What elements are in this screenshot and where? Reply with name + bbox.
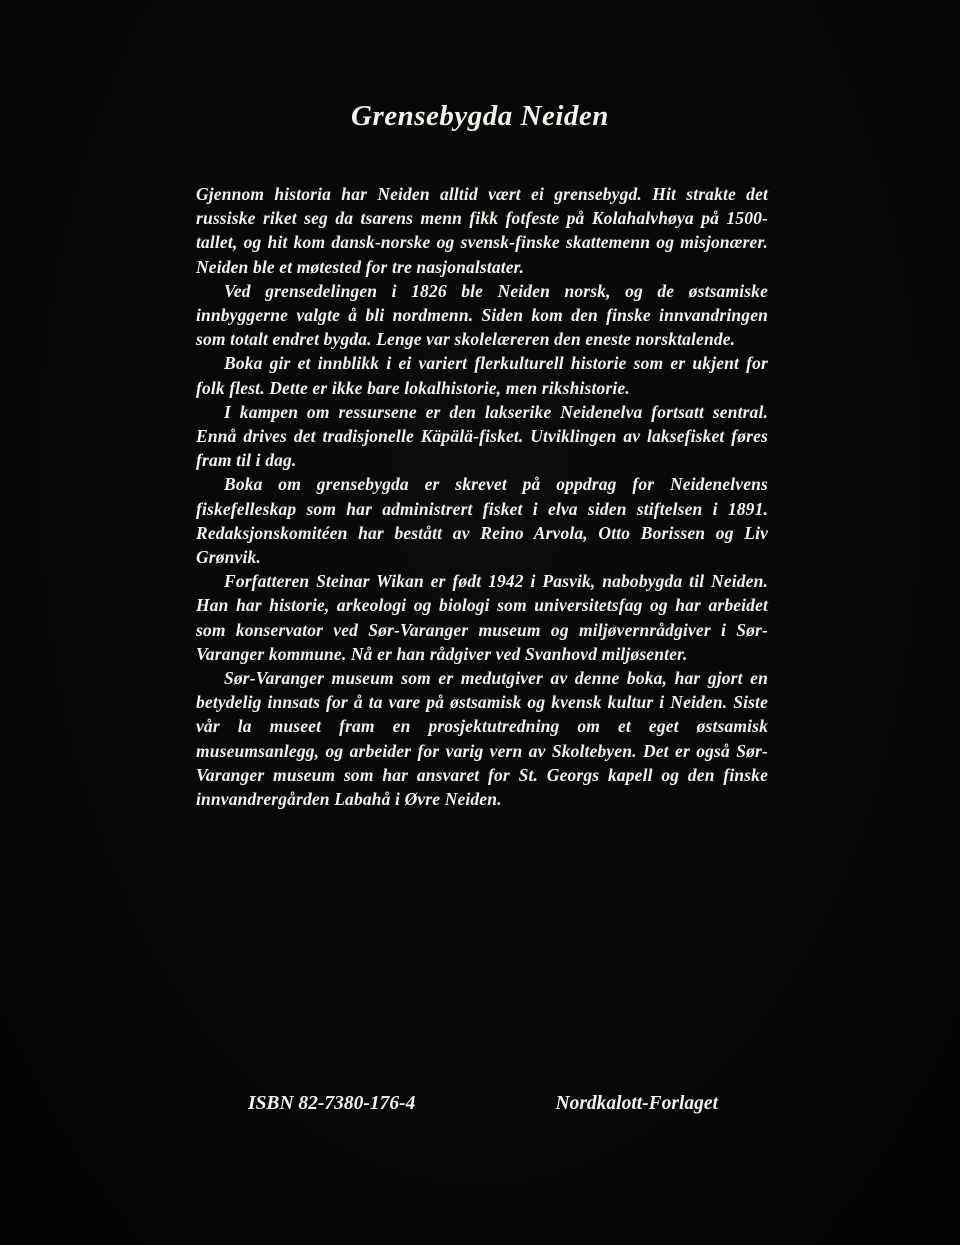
isbn-number: ISBN 82-7380-176-4 (248, 1093, 416, 1114)
book-title: Grensebygda Neiden (351, 100, 609, 132)
blurb-paragraph-1: Gjennom historia har Neiden alltid vært ei grensebygd. Hit strakte det russiske riket seg da tsarens menn fikk fotfeste på Kolahalvhøya på 1500-tallet, og hit kom dansk-norske og svensk-finske skattemenn og misjonærer. Neiden ble et møtested for tre nasjonalstater. (196, 184, 768, 277)
blurb-text (196, 182, 768, 811)
blurb-paragraph-3: Boka gir et innblikk i ei variert flerkulturell historie som er ukjent for folk flest. Dette er ikke bare lokalhistorie, men rikshistorie. (196, 353, 768, 398)
blurb-paragraph-5: Boka om grensebygda er skrevet på oppdrag for Neidenelvens fiskefelleskap som har administrert fisket i elva siden stiftelsen i 1891. Redaksjonskomitéen har bestått av Reino Arvola, Otto Borissen og Liv Grønvik. (196, 474, 768, 568)
blurb-paragraph-7: Sør-Varanger museum som er medutgiver av denne boka, har gjort en betydelig innsats for å ta vare på østsamisk og kvensk kultur i Neiden. Siste vår la museet fram en prosjektutredning om et eget østsamisk museumsanlegg, og arbeider for varig vern av Skoltebyen. Det er også Sør-Varanger museum som har ansvaret for St. Georgs kapell og den finske innvandrergården Labahå i Øvre Neiden. (196, 668, 768, 810)
blurb-paragraph-6: Forfatteren Steinar Wikan er født 1942 i Pasvik, nabobygda til Neiden. Han har historie, arkeologi og biologi som universitetsfag og har arbeidet som konservator ved Sør-Varanger museum og miljøvernrådgiver i Sør-Varanger kommune. Nå er han rådgiver ved Svanhovd miljøsenter. (196, 571, 768, 664)
publisher-name: Nordkalott-Forlaget (555, 1093, 718, 1114)
blurb-paragraph-2: Ved grensedelingen i 1826 ble Neiden norsk, og de østsamiske innbyggerne valgte å bli nordmenn. Siden kom den finske innvandringen som totalt endret bygda. Lenge var skolelæreren den eneste norsktalende. (196, 280, 768, 350)
footer (196, 1093, 768, 1115)
blurb-paragraph-4: I kampen om ressursene er den lakserike Neidenelva fortsatt sentral. Ennå drives det tradisjonelle Käpälä-fisket. Utviklingen av laksefisket føres fram til i dag. (196, 401, 768, 471)
